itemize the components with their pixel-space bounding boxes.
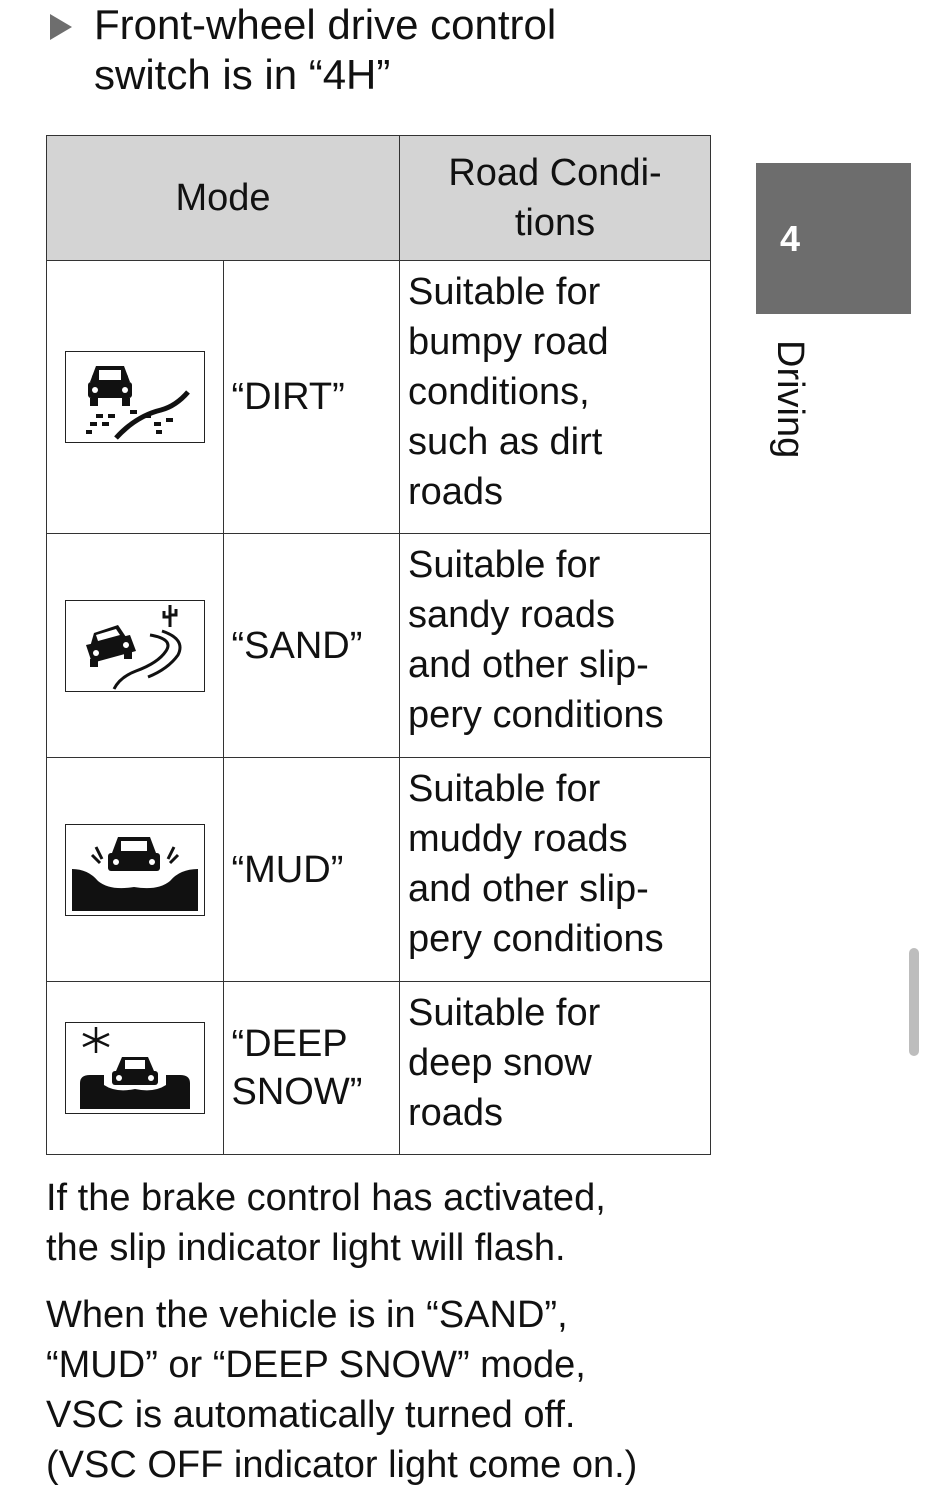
heading-line-2: switch is in “4H”: [94, 51, 391, 98]
paragraph-brake-control: If the brake control has activated, the slip indicator light will flash.: [46, 1177, 606, 1269]
heading-line-1: Front-wheel drive control: [94, 1, 557, 48]
table-row: [47, 758, 711, 982]
scrollbar-thumb[interactable]: [909, 948, 919, 1056]
table-row: [47, 534, 711, 758]
mode-name-mud: “MUD”: [231, 848, 344, 891]
dirt-mode-icon: [65, 351, 205, 443]
header-mode: Mode: [47, 136, 400, 261]
condition-mud: Suitable for muddy roads and other slip- pery conditions: [400, 758, 711, 982]
mode-name-sand: “SAND”: [231, 624, 363, 667]
mud-mode-icon: [65, 824, 205, 916]
triangle-bullet-icon: [50, 14, 72, 40]
mode-name-deep-snow-1: “DEEP: [231, 1023, 348, 1065]
table-row: [47, 261, 711, 534]
mode-name-deep-snow-2: SNOW”: [231, 1071, 363, 1113]
chapter-label: Driving: [769, 340, 811, 459]
deep-snow-mode-icon: [65, 1022, 205, 1114]
mode-table: [46, 135, 711, 1155]
mode-name-dirt: “DIRT”: [231, 376, 345, 418]
condition-dirt: Suitable for bumpy road conditions, such as dirt roads: [400, 261, 711, 534]
header-road-conditions: Road Condi- tions: [400, 136, 711, 261]
condition-sand: Suitable for sandy roads and other slip- pery conditions: [400, 534, 711, 758]
chapter-number: 4: [780, 218, 801, 259]
sand-mode-icon: [65, 600, 205, 692]
table-header-row: [47, 136, 711, 261]
condition-deep-snow: Suitable for deep snow roads: [400, 982, 711, 1155]
paragraph-vsc-off: When the vehicle is in “SAND”, “MUD” or “DEEP SNOW” mode, VSC is automatically turned off. (VSC OFF indicator light come on.): [46, 1294, 638, 1486]
chapter-tab[interactable]: [756, 163, 911, 314]
table-row: [47, 982, 711, 1155]
